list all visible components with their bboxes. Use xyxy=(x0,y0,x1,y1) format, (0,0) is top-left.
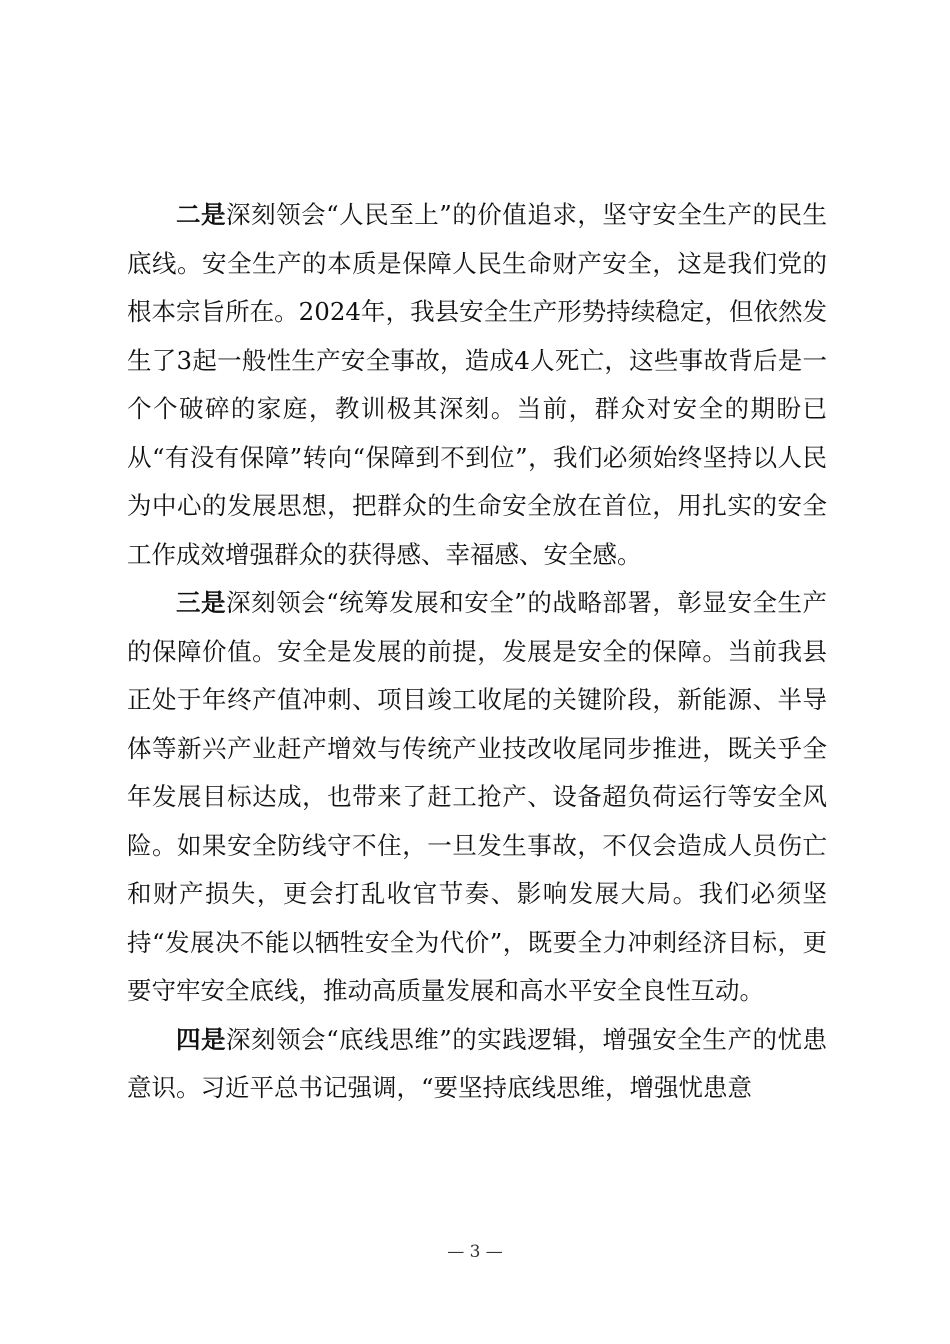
paragraph-lead: 三是 xyxy=(176,588,227,617)
paragraph-lead: 四是 xyxy=(176,1024,227,1054)
paragraph-text: 深刻领会“人民至上”的价值追求，坚守安全生产的民生底线。安全生产的本质是保障人民生命财产安全，这是我们党的根本宗旨所在。2024年，我县安全生产形势持续稳定，但依然发生了3起一般性生产安全事故，造成4人死亡，这些事故背后是一个个破碎的家庭，教训极其深刻。当前，群众对安全的期盼已从“有没有保障”转向“保障到不到位”，我们必须始终坚持以人民为中心的发展思想，把群众的生命安全放在首位，用扎实的安全工作成效增强群众的获得感、幸福感、安全感。 xyxy=(127,200,827,569)
paragraph-3 xyxy=(127,579,827,1016)
page-number: — 3 — xyxy=(447,1242,503,1262)
paragraph-2 xyxy=(127,191,827,579)
paragraph-4 xyxy=(127,1016,827,1113)
document-body xyxy=(127,191,827,1113)
paragraph-text: 深刻领会“底线思维”的实践逻辑，增强安全生产的忧患意识。习近平总书记强调，“要坚持底线思维，增强忧患意 xyxy=(127,1024,827,1102)
paragraph-lead: 二是 xyxy=(176,200,227,229)
paragraph-text: 深刻领会“统筹发展和安全”的战略部署，彰显安全生产的保障价值。安全是发展的前提，发展是安全的保障。当前我县正处于年终产值冲刺、项目竣工收尾的关键阶段，新能源、半导体等新兴产业赶产增效与传统产业技改收尾同步推进，既关乎全年发展目标达成，也带来了赶工抢产、设备超负荷运行等安全风险。如果安全防线守不住，一旦发生事故，不仅会造成人员伤亡和财产损失，更会打乱收官节奏、影响发展大局。我们必须坚持“发展决不能以牺牲安全为代价”，既要全力冲刺经济目标，更要守牢安全底线，推动高质量发展和高水平安全良性互动。 xyxy=(127,588,827,1005)
